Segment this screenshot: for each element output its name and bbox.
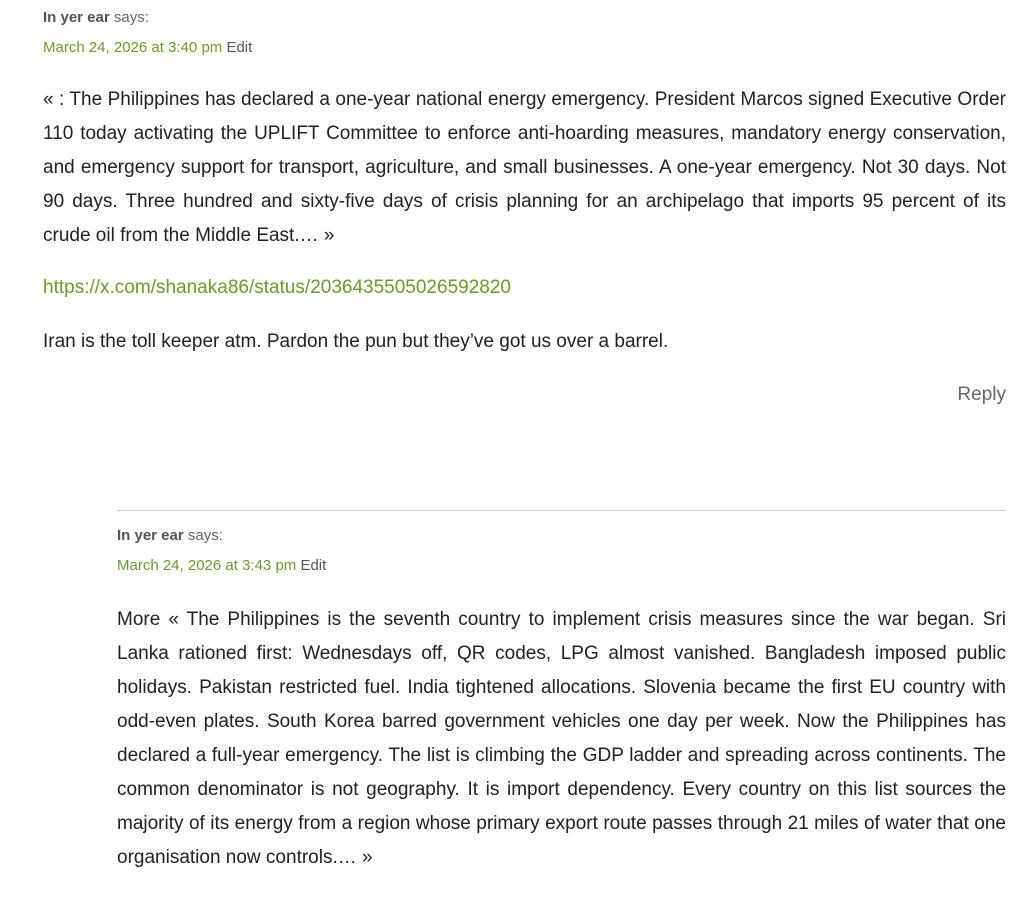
reply-link[interactable]: Reply — [957, 384, 1006, 405]
comment-url-link[interactable]: https://x.com/shanaka86/status/2036435505026592820 — [43, 277, 511, 298]
comment-1 — [43, 0, 1006, 412]
comment-author-line — [43, 8, 1006, 28]
comment-date-link[interactable]: March 24, 2026 at 3:40 pm — [43, 39, 223, 56]
comment-author: In yer ear — [117, 527, 184, 544]
comment-body: « : The Philippines has declared a one-year national energy emergency. President Marcos signed Executive Order 110 today activating the UPLIFT Committee to enforce anti-hoarding measures, mandatory energy conservation, and emergency support for transport, agriculture, and small businesses. A one-year emergency. Not 30 days. Not 90 days. Three hundred and sixty-five days of crisis planning for an archipelago that imports 95 percent of its crude oil from the Middle East.… » — [43, 89, 1006, 246]
comment-date-link[interactable]: March 24, 2026 at 3:43 pm — [117, 557, 297, 574]
says-label: says: — [187, 527, 223, 544]
comment-body: More « The Philippines is the seventh country to implement crisis measures since the war began. Sri Lanka rationed first: Wednesdays off, QR codes, LPG almost vanished. Bangladesh imposed public holidays. Pakistan restricted fuel. India tightened allocations. Slovenia became the first EU country with odd-even plates. South Korea barred government vehicles one day per week. Now the Philippines has declared a full-year emergency. The list is climbing the GDP ladder and spreading across continents. The common denominator is not geography. It is import dependency. Every country on this list sources the majority of its energy from a region whose primary export route passes through 21 miles of water that one organisation now controls.… » — [117, 609, 1006, 868]
comment-author: In yer ear — [43, 9, 110, 26]
edit-link[interactable]: Edit — [300, 557, 327, 574]
reply-row — [43, 378, 1006, 412]
comment-2-nested — [117, 510, 1006, 875]
edit-link[interactable]: Edit — [226, 39, 253, 56]
says-label: says: — [113, 9, 149, 26]
comment-note: Iran is the toll keeper atm. Pardon the pun but they’ve got us over a barrel. — [43, 331, 669, 352]
comment-meta — [117, 556, 1006, 576]
comment-meta — [43, 38, 1006, 58]
comment-author-line — [117, 526, 1006, 546]
comment-url-line — [43, 271, 1006, 305]
